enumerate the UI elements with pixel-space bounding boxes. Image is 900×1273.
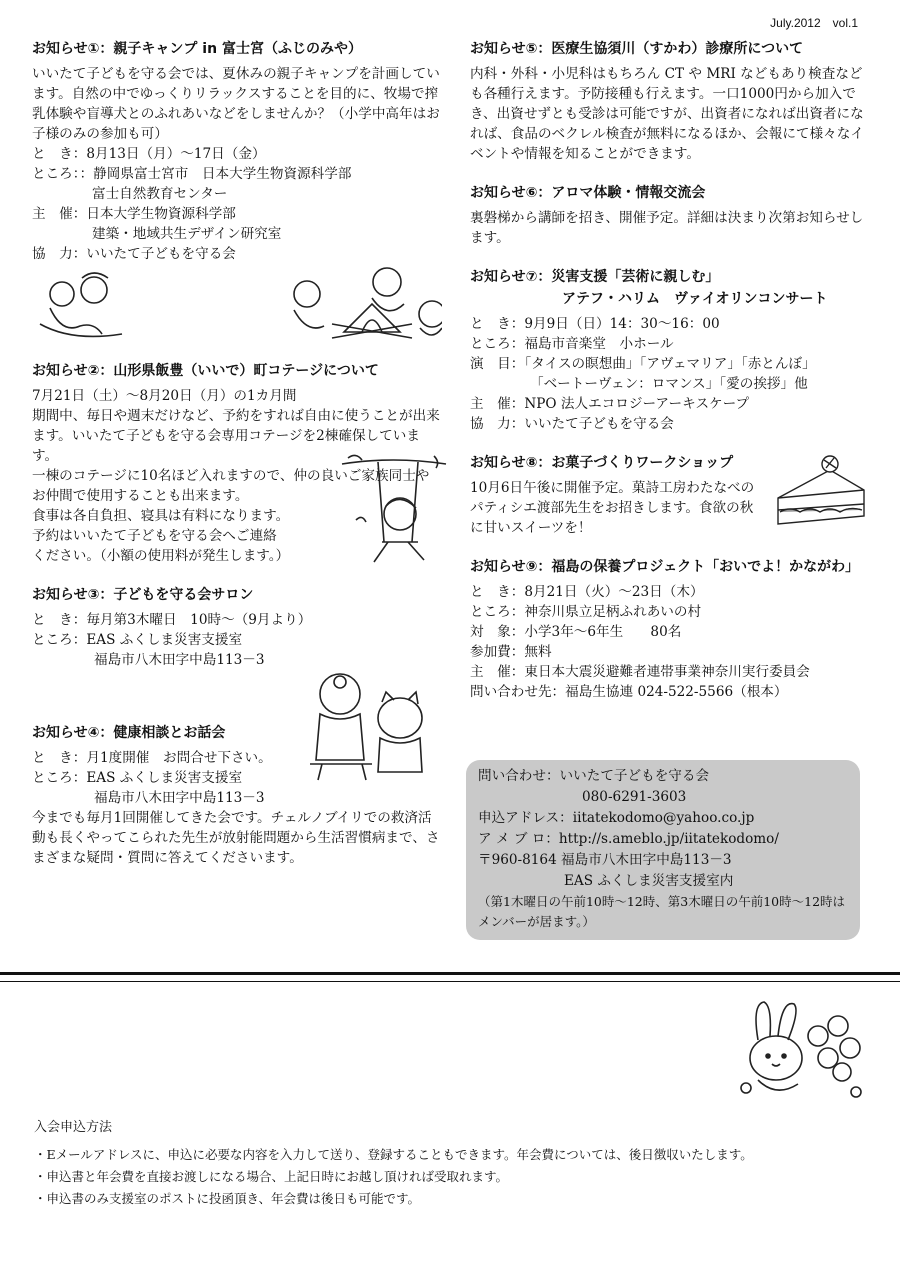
notice-9-place: ところ：神奈川県立足柄ふれあいの村 [470,604,702,620]
notice-2-body-2: 一棟のコテージに10名ほど入れますので、仲の良いご家族同士やお仲間で使用することも出来ます。 [32,468,430,504]
notice-2-body-5: ください。（小額の使用料が発生します。） [32,548,290,564]
notice-6-title: お知らせ⑥：アロマ体験・情報交流会 [470,185,706,201]
notice-3-title: お知らせ③：子どもを守る会サロン [32,587,254,603]
notice-4-body: 今までも毎月1回開催してきた会です。チェルノブイリでの救済活動も長くやってこられた先生が放射能問題から生活習慣病まで、さまざまな疑問・質問に答えてくださいます。 [32,810,440,866]
cake-illustration [770,450,870,532]
notice-2-title: お知らせ②：山形県飯豊（いいで）町コテージについて [32,363,379,379]
notice-4-title: お知らせ④：健康相談とお話会 [32,725,226,741]
issue-label: July.2012 vol.1 [770,16,858,30]
notice-1-title: お知らせ①：親子キャンプ in 富士宮（ふじのみや） [32,41,362,57]
notice-7-coop: 協 力：いいたて子どもを守る会 [470,416,674,432]
contact-blog: ア メ ブ ロ：http://s.ameblo.jp/iitatekodomo/ [478,831,779,847]
swing-illustration [338,450,448,570]
notice-4-date: と き：月1度開催 お問合せ下さい。 [32,750,272,766]
notice-8-body: 10月6日午後に開催予定。菓詩工房わたなべのパティシエ渡部先生をお招きします。食欲の秋に甘いスイーツを！ [470,480,755,536]
notice-9-date: と き：8月21日（火）～23日（木） [470,584,704,600]
notice-1-body: いいたて子どもを守る会では、夏休みの親子キャンプを計画しています。自然の中でゆっくりリラックスすることを目的に、牧場で搾乳体験や盲導犬とのふれあいなどをしませんか？（小学中高年はお子様のみの参加も可） [32,66,440,142]
notice-3-date: と き：毎月第3木曜日 10時～（9月より） [32,612,312,628]
notice-8-title: お知らせ⑧：お菓子づくりワークショップ [470,455,734,471]
membership-section [34,1118,874,1210]
right-column [470,38,870,720]
left-column [32,38,442,886]
notice-4-place-2: 福島市八木田字中島113－3 [94,790,265,806]
notice-2-body-3: 食事は各自負担、寝具は有料になります。 [32,508,290,524]
contact-address: 〒960-8164 福島市八木田字中島113－3 [478,852,732,868]
notice-6 [470,182,870,248]
notice-2-period: 7月21日（土）～8月20日（月）の1カ月間 [32,388,297,404]
notice-9-inquiry: 問い合わせ先：福島生協連 024-522-5566（根本） [470,684,788,700]
notice-1-host-2: 建築・地域共生デザイン研究室 [92,226,282,242]
contact-org: 問い合わせ：いいたて子どもを守る会 [478,768,710,784]
notice-4 [32,722,442,868]
divider-thin [0,981,900,982]
notice-2-body-1: 期間中、毎日や週末だけなど、予約をすれば自由に使うことが出来ます。いいたて子どもを守る会専用コテージを2棟確保しています。 [32,408,440,464]
notice-4-place: ところ：EAS ふくしま災害支援室 [32,770,243,786]
notice-9 [470,556,870,702]
notice-1-host: 主 催：日本大学生物資源科学部 [32,206,236,222]
contact-email: 申込アドレス：iitatekodomo@yahoo.co.jp [478,810,755,826]
notice-9-target: 対 象：小学3年～6年生 80名 [470,624,682,640]
notice-3-place: ところ：EAS ふくしま災害支援室 [32,632,243,648]
notice-1-place: ところ：：静岡県富士宮市 日本大学生物資源科学部 [32,166,352,182]
notice-7 [470,266,870,434]
notice-1-date: と き：8月13日（月）～17日（金） [32,146,266,162]
notice-3-place-2: 福島市八木田字中島113－3 [94,652,265,668]
notice-2 [32,360,442,566]
notice-7-program: 演 目：「タイスの瞑想曲」「アヴェマリア」「赤とんぼ」 [470,356,816,372]
contact-phone: 080-6291-3603 [582,789,687,805]
notice-5 [470,38,870,164]
notice-1-place-2: 富士自然教育センター [92,186,228,202]
notice-5-title: お知らせ⑤：医療生協須川（すかわ）診療所について [470,41,804,57]
notice-9-host: 主 催：東日本大震災避難者連帯事業神奈川実行委員会 [470,664,810,680]
contact-box [466,760,860,940]
contact-office: EAS ふくしま災害支援室内 [564,873,734,889]
divider-thick [0,972,900,975]
notice-1-coop: 協 力：いいたて子どもを守る会 [32,246,236,262]
notice-2-body-4: 予約はいいたて子どもを守る会へご連絡 [32,528,277,544]
notice-9-title: お知らせ⑨：福島の保養プロジェクト「おいでよ！かながわ」 [470,559,860,575]
notice-8 [470,452,870,538]
notice-7-host: 主 催：NPO 法人エコロジーアーキスケープ [470,396,750,412]
membership-bullet-2: ・申込書と年会費を直接お渡しになる場合、上記日時にお越し頂ければ受取れます。 [34,1169,509,1184]
notice-6-body: 裏磐梯から講師を招き、開催予定。詳細は決まり次第お知らせします。 [470,210,864,246]
membership-bullet-1: ・Eメールアドレスに、申込に必要な内容を入力して送り、登録することもできます。年会費については、後日徴収いたします。 [34,1147,753,1162]
camp-illustration [32,264,442,346]
notice-9-fee: 参加費：無料 [470,644,552,660]
notice-7-subtitle: アテフ・ハリム ヴァイオリンコンサート [562,291,828,307]
notice-3 [32,584,442,670]
notice-7-program-2: 「ベートーヴェン：ロマンス」「愛の挨拶」他 [530,376,808,392]
contact-hours: （第1木曜日の午前10時～12時、第3木曜日の午前10時～12時はメンバーが居ます。） [478,894,846,929]
doctor-illustration [302,664,442,784]
notice-1 [32,38,442,346]
rabbit-flowers-illustration [738,996,868,1106]
notice-7-date: と き：9月9日（日）14：30～16：00 [470,316,720,332]
notice-7-place: ところ：福島市音楽堂 小ホール [470,336,674,352]
notice-7-title: お知らせ⑦：災害支援「芸術に親しむ」 [470,269,720,285]
membership-title: 入会申込方法 [34,1120,113,1135]
notice-5-body: 内科・外科・小児科はもちろん CT や MRI などもあり検査なども各種行えます。予防接種も行えます。一口1000円から加入でき、出資せずとも受診は可能ですが、出資者になれば出資者になれば、食品のベクレル検査が無料になるほか、会報にて様々なイベントや情報を知ることができます。 [470,66,864,162]
membership-bullet-3: ・申込書のみ支援室のポストに投函頂き、年会費は後日も可能です。 [34,1191,421,1206]
